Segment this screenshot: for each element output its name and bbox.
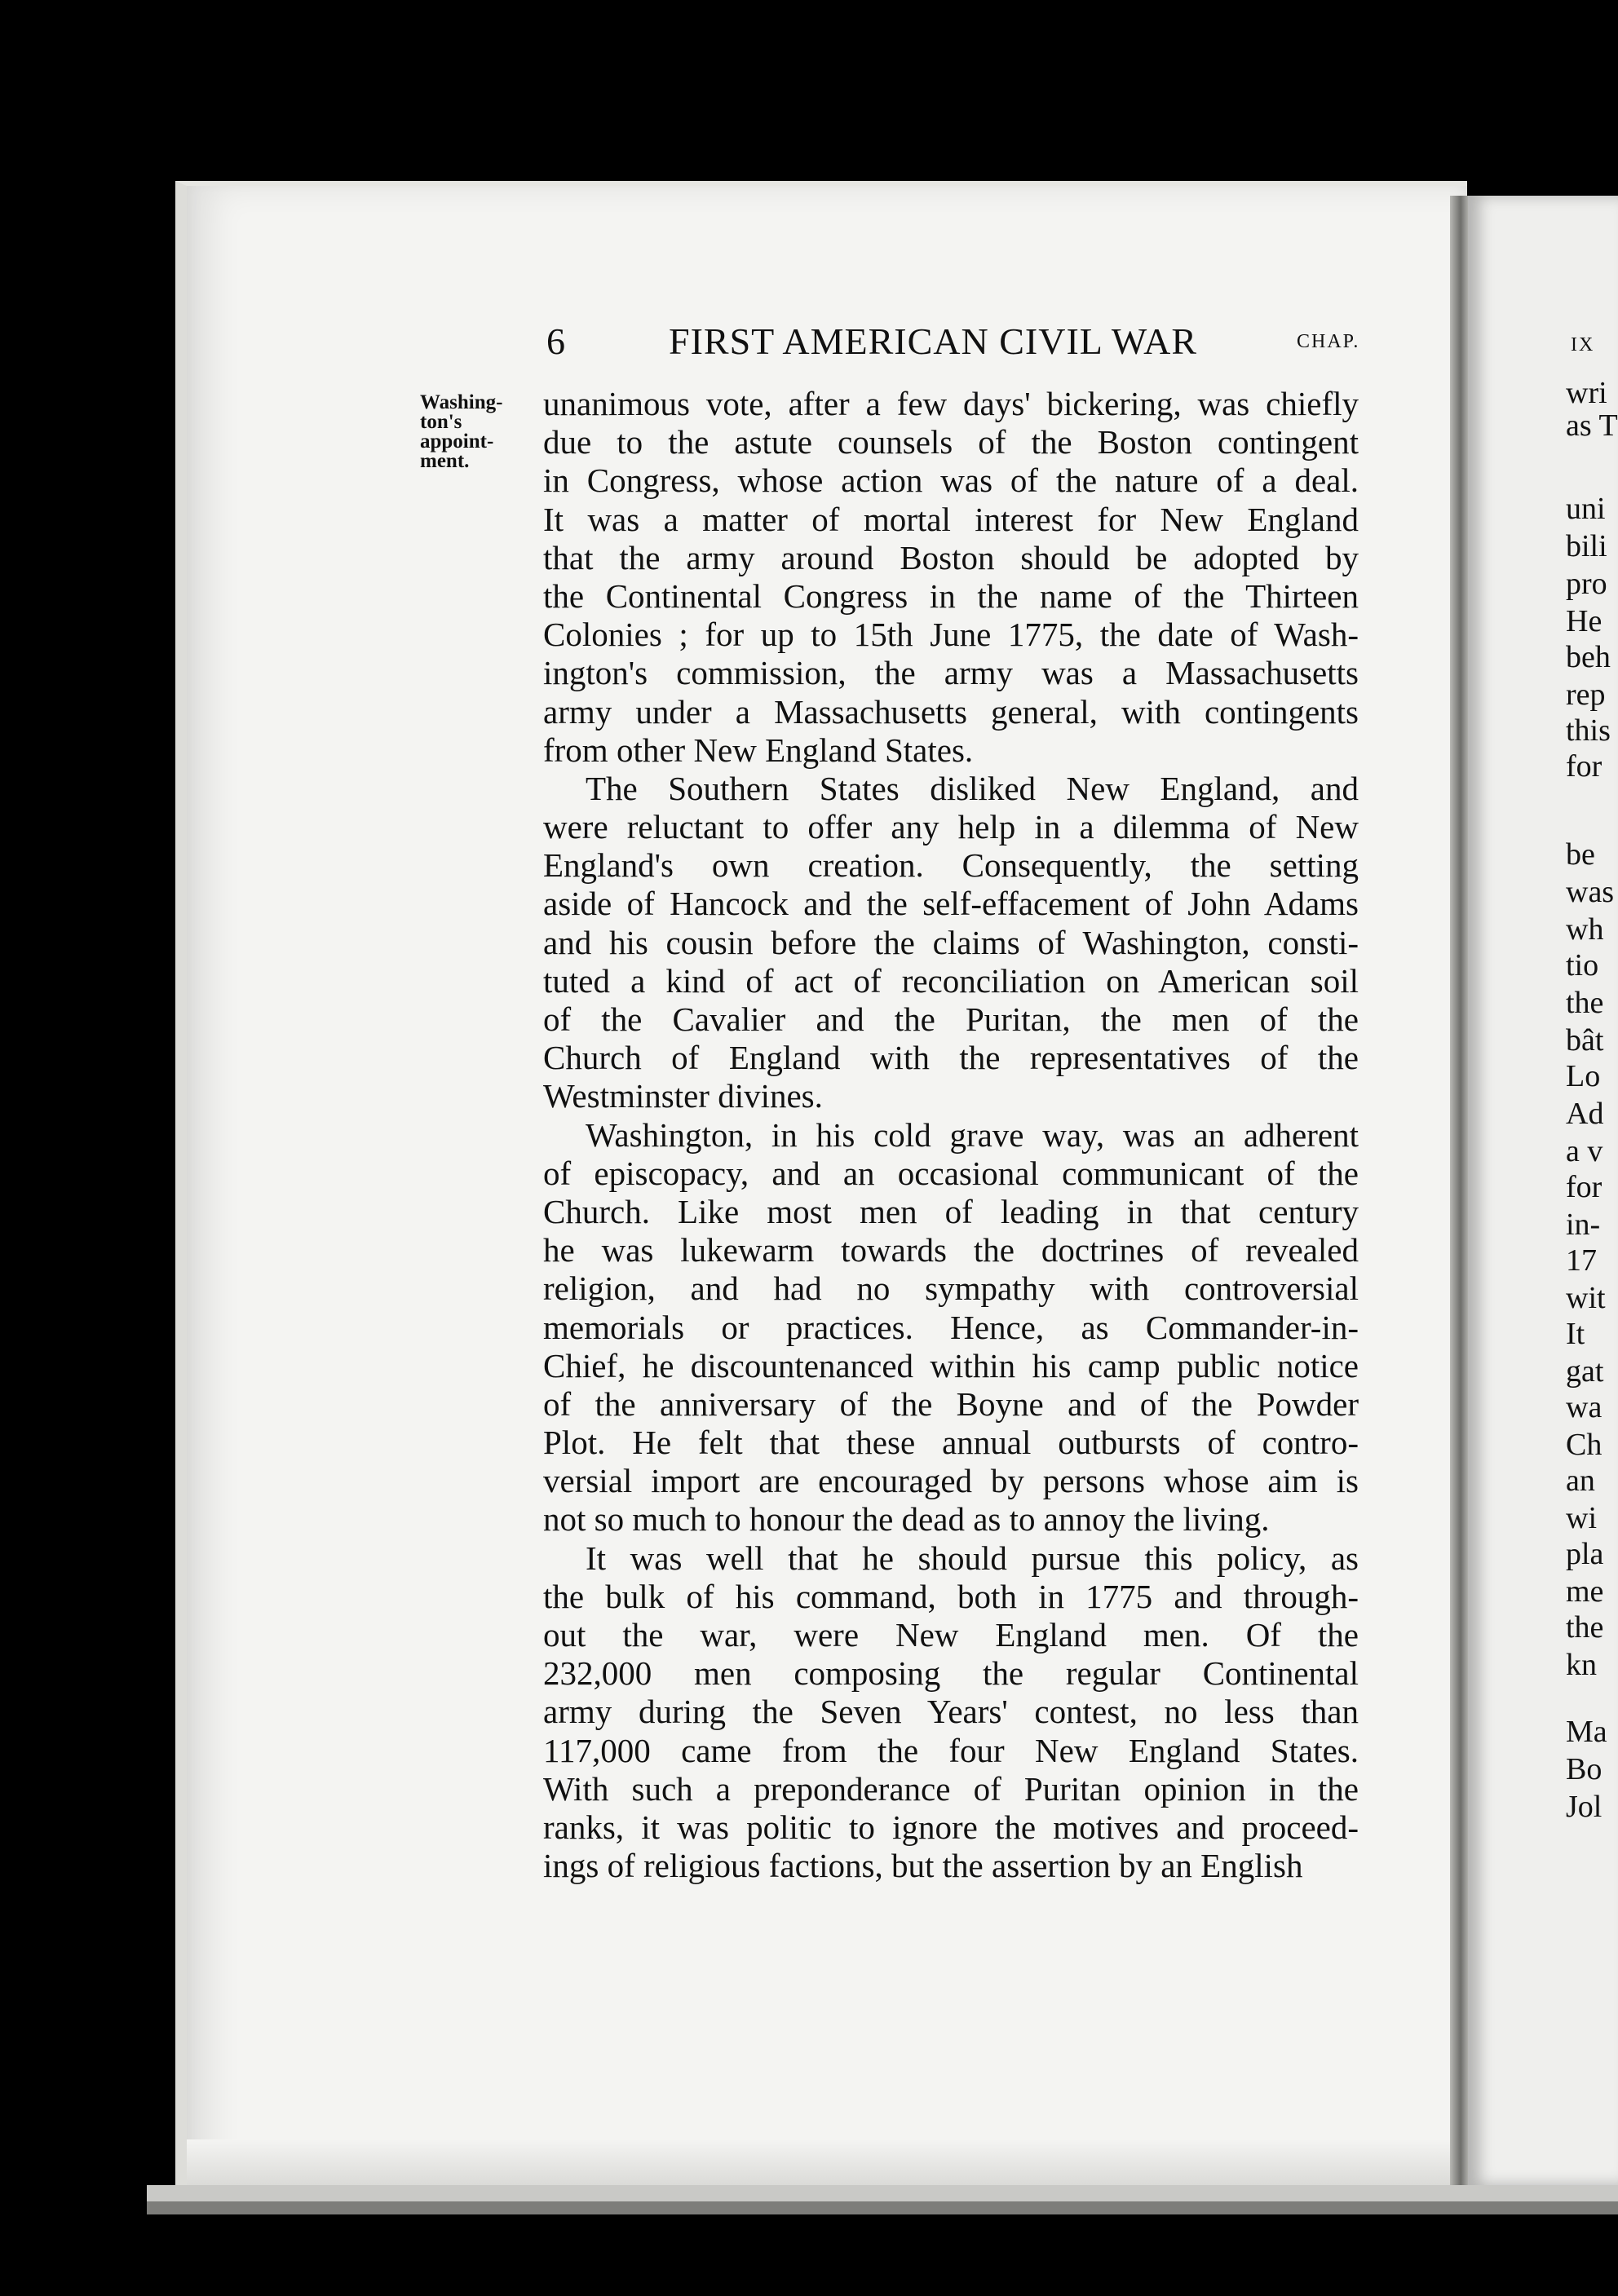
text-line: not so much to honour the dead as to annoy the living.: [543, 1500, 1270, 1539]
right-page-line: Ch: [1566, 1428, 1603, 1462]
text-line: in Congress, whose action was of the nature of a deal.: [543, 461, 1359, 500]
margin-note-line: ton's: [420, 411, 462, 433]
right-page-line: as T: [1566, 408, 1618, 443]
text-line: of the Cavalier and the Puritan, the men of the: [543, 1000, 1359, 1038]
right-page-line: tio: [1566, 948, 1599, 982]
right-page-line: wa: [1566, 1390, 1603, 1424]
right-page-line: Ma: [1566, 1715, 1607, 1749]
right-page-line: Lo: [1566, 1059, 1601, 1093]
text-line: the Continental Congress in the name of the Thirteen: [543, 576, 1359, 615]
right-page-line: in-: [1566, 1208, 1601, 1242]
right-page-line: pla: [1566, 1537, 1604, 1571]
right-page-line: Bo: [1566, 1752, 1603, 1786]
text-line: were reluctant to offer any help in a dilemma of New: [543, 808, 1359, 846]
text-line: England's own creation. Consequently, the setting: [543, 846, 1359, 885]
right-page-line: for: [1566, 749, 1603, 784]
right-page-line: be: [1566, 837, 1595, 872]
text-line: ington's commission, the army was a Massachusetts: [543, 654, 1359, 692]
right-page-line: this: [1566, 713, 1611, 748]
margin-note-line: Washing-: [420, 391, 503, 413]
chapter-label: CHAP.: [1297, 331, 1360, 352]
margin-note: [420, 393, 534, 471]
text-line: from other New England States.: [543, 731, 974, 769]
right-page-line: He: [1566, 604, 1603, 638]
right-page-line: the: [1566, 1610, 1604, 1645]
right-page-chapter-label: IX: [1571, 334, 1595, 355]
text-line: 232,000 men composing the regular Continental: [543, 1654, 1359, 1693]
text-line: versial import are encouraged by persons whose aim is: [543, 1462, 1359, 1500]
right-page-line: Jol: [1566, 1790, 1603, 1824]
page-header: [530, 320, 1370, 369]
text-line: due to the astute counsels of the Boston contingent: [543, 423, 1359, 461]
right-page-line: was: [1566, 875, 1615, 909]
right-page-line: kn: [1566, 1648, 1597, 1682]
right-page-line: wh: [1566, 912, 1604, 947]
text-line: Chief, he discountenanced within his camp public notice: [543, 1346, 1359, 1384]
running-title: FIRST AMERICAN CIVIL WAR: [669, 320, 1198, 362]
text-line: Colonies ; for up to 15th June 1775, the date of Wash-: [543, 616, 1359, 654]
right-page-line: wi: [1566, 1501, 1597, 1535]
text-line: Church of England with the representatives of the: [543, 1039, 1359, 1077]
text-line: of episcopacy, and an occasional communicant of the: [543, 1154, 1359, 1192]
right-page-line: wit: [1566, 1281, 1606, 1315]
right-page-line: Ad: [1566, 1097, 1604, 1131]
page-edge-shadow: [147, 2201, 1618, 2214]
right-page-line: gat: [1566, 1354, 1604, 1389]
text-line: ranks, it was politic to ignore the motives and proceed-: [543, 1808, 1359, 1846]
text-line: memorials or practices. Hence, as Commander-in-: [543, 1308, 1359, 1346]
text-line: religion, and had no sympathy with controversial: [543, 1269, 1359, 1308]
text-line: The Southern States disliked New England, and: [586, 769, 1359, 807]
text-line: army during the Seven Years' contest, no less than: [543, 1693, 1359, 1731]
text-line: army under a Massachusetts general, with contingents: [543, 692, 1359, 731]
margin-note-line: ment.: [420, 450, 470, 472]
right-page-line: a v: [1566, 1134, 1603, 1168]
text-line: 117,000 came from the four New England States.: [543, 1731, 1359, 1769]
text-line: out the war, were New England men. Of the: [543, 1616, 1359, 1654]
right-page-line: bili: [1566, 529, 1607, 563]
right-page-line: the: [1566, 986, 1604, 1020]
right-page-line: pro: [1566, 567, 1607, 601]
right-page-line: wri: [1566, 376, 1607, 410]
text-line: It was well that he should pursue this policy, as: [586, 1539, 1359, 1577]
right-page-line: uni: [1566, 492, 1606, 526]
right-page-line: beh: [1566, 640, 1611, 674]
right-page-line: It: [1566, 1317, 1585, 1351]
text-line: With such a preponderance of Puritan opinion in the: [543, 1769, 1359, 1808]
text-line: It was a matter of mortal interest for New England: [543, 500, 1359, 538]
text-line: ings of religious factions, but the assertion by an English: [543, 1847, 1303, 1885]
text-line: of the anniversary of the Boyne and of the Powder: [543, 1384, 1359, 1423]
text-line: Washington, in his cold grave way, was an adherent: [586, 1115, 1359, 1154]
text-line: that the army around Boston should be adopted by: [543, 538, 1359, 576]
text-line: unanimous vote, after a few days' bickering, was chiefly: [543, 385, 1359, 422]
page-number: 6: [546, 320, 565, 362]
right-page-text: [1566, 375, 1618, 1826]
text-line: he was lukewarm towards the doctrines of revealed: [543, 1231, 1359, 1269]
right-page-line: 17: [1566, 1243, 1597, 1278]
right-page-line: bât: [1566, 1023, 1604, 1057]
text-line: the bulk of his command, both in 1775 and through-: [543, 1577, 1359, 1615]
right-page-line: me: [1566, 1574, 1604, 1609]
text-line: Plot. He felt that these annual outbursts of contro-: [543, 1424, 1359, 1462]
right-page-line: for: [1566, 1170, 1603, 1204]
text-line: Church. Like most men of leading in that century: [543, 1192, 1359, 1230]
margin-note-line: appoint-: [420, 430, 494, 453]
body-text: [543, 385, 1359, 1885]
text-line: and his cousin before the claims of Washington, consti-: [543, 923, 1359, 961]
right-page-line: an: [1566, 1464, 1595, 1498]
right-page-line: rep: [1566, 678, 1606, 712]
text-line: Westminster divines.: [543, 1077, 823, 1115]
text-line: aside of Hancock and the self-effacement of John Adams: [543, 885, 1359, 923]
text-line: tuted a kind of act of reconciliation on American soil: [543, 961, 1359, 1000]
